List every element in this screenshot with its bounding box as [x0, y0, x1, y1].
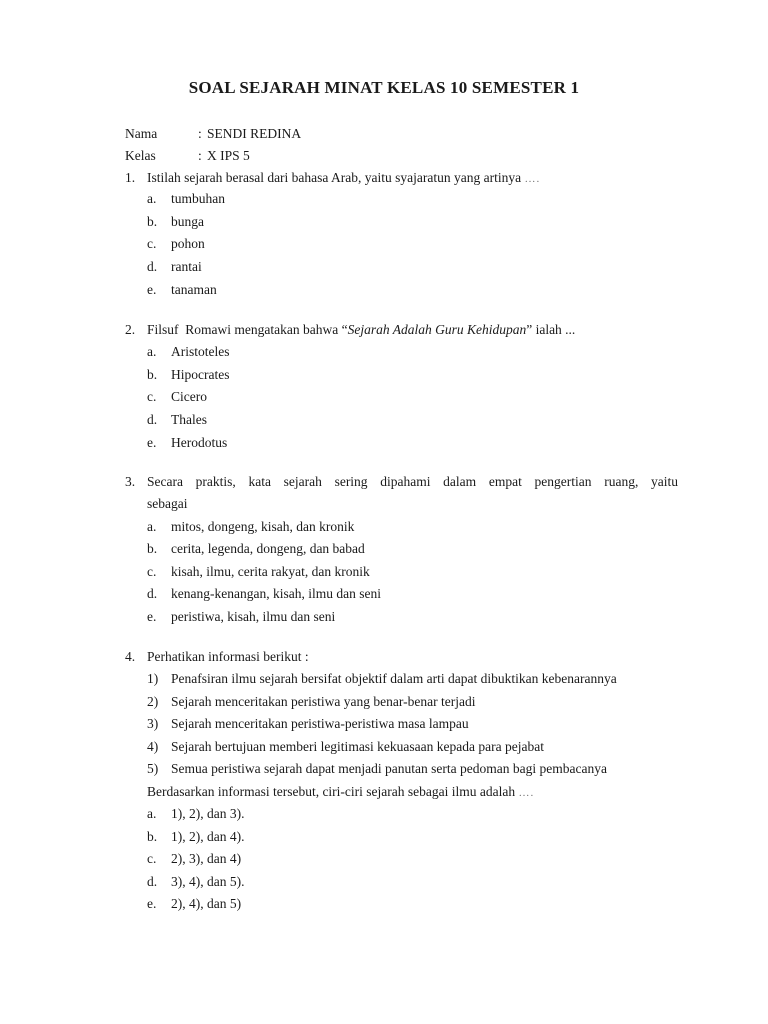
class-colon: : [198, 148, 202, 163]
statement-5-text: Semua peristiwa sejarah dapat menjadi panutan serta pedoman bagi pembacanya [171, 761, 607, 776]
question-4-option-c: 2), 3), dan 4) [171, 851, 242, 866]
question-3-option-c: kisah, ilmu, cerita rakyat, dan kronik [171, 564, 370, 579]
question-2-quote: Sejarah Adalah Guru Kehidupan [347, 322, 527, 337]
question-3-text-line-2: sebagai [147, 496, 188, 511]
question-4-option-e-letter: e. [147, 896, 157, 911]
question-2-option-a-letter: a. [147, 344, 157, 359]
statement-2-text: Sejarah menceritakan peristiwa yang benar-benar terjadi [171, 694, 476, 709]
name-colon: : [198, 126, 202, 141]
class-label: Kelas [125, 148, 156, 163]
question-3-option-b-letter: b. [147, 541, 158, 556]
question-1-option-e-letter: e. [147, 282, 157, 297]
question-2-option-e-letter: e. [147, 435, 157, 450]
statement-2-number: 2) [147, 694, 159, 709]
page-title: SOAL SEJARAH MINAT KELAS 10 SEMESTER 1 [188, 78, 580, 97]
question-1-option-a: tumbuhan [171, 191, 225, 206]
question-4-option-b: 1), 2), dan 4). [171, 829, 245, 844]
question-1-option-c: pohon [171, 236, 205, 251]
statement-1-text: Penafsiran ilmu sejarah bersifat objektif dalam arti dapat dibuktikan kebenarannya [171, 671, 617, 686]
question-3-option-c-letter: c. [147, 564, 157, 579]
question-4-option-d-letter: d. [147, 874, 158, 889]
question-3-option-e-letter: e. [147, 609, 157, 624]
question-4-number: 4. [125, 649, 136, 664]
question-4-dots: …. [518, 787, 535, 799]
question-4-option-a: 1), 2), dan 3). [171, 806, 245, 821]
question-3-option-a: mitos, dongeng, kisah, dan kronik [171, 519, 355, 534]
question-1-option-a-letter: a. [147, 191, 157, 206]
question-1-dots: …. [524, 173, 541, 185]
question-2-option-c: Cicero [171, 389, 207, 404]
question-1-option-d-letter: d. [147, 259, 158, 274]
question-3-option-d-letter: d. [147, 586, 158, 601]
question-1-number: 1. [125, 170, 136, 185]
question-4-prompt: Berdasarkan informasi tersebut, ciri-ciri sejarah sebagai ilmu adalah …. [147, 784, 535, 799]
question-1-option-b-letter: b. [147, 214, 158, 229]
statement-3-number: 3) [147, 716, 159, 731]
question-4-option-d: 3), 4), dan 5). [171, 874, 245, 889]
question-2-text: Filsuf Romawi mengatakan bahwa “Sejarah Adalah Guru Kehidupan” ialah ... [147, 322, 576, 337]
statement-4-number: 4) [147, 739, 159, 754]
question-4-text: Perhatikan informasi berikut : [147, 649, 309, 664]
name-value: SENDI REDINA [207, 126, 302, 141]
question-3-option-b: cerita, legenda, dongeng, dan babad [171, 541, 365, 556]
question-2-option-b: Hipocrates [171, 367, 230, 382]
name-label: Nama [125, 126, 158, 141]
statement-5-number: 5) [147, 761, 159, 776]
question-2-option-e: Herodotus [171, 435, 228, 450]
question-1-option-b: bunga [171, 214, 204, 229]
question-1-option-c-letter: c. [147, 236, 157, 251]
question-2-option-d-letter: d. [147, 412, 158, 427]
class-value: X IPS 5 [207, 148, 250, 163]
question-3-option-a-letter: a. [147, 519, 157, 534]
question-1-option-e: tanaman [171, 282, 217, 297]
question-2-option-c-letter: c. [147, 389, 157, 404]
question-4-option-e: 2), 4), dan 5) [171, 896, 242, 911]
statement-3-text: Sejarah menceritakan peristiwa-peristiwa masa lampau [171, 716, 469, 731]
question-2-option-d: Thales [171, 412, 207, 427]
question-1-text: Istilah sejarah berasal dari bahasa Arab, yaitu syajaratun yang artinya …. [147, 170, 541, 185]
question-2-option-b-letter: b. [147, 367, 158, 382]
question-3-option-e: peristiwa, kisah, ilmu dan seni [171, 609, 336, 624]
question-3-number: 3. [125, 474, 136, 489]
statement-4-text: Sejarah bertujuan memberi legitimasi kekuasaan kepada para pejabat [171, 739, 544, 754]
question-2-number: 2. [125, 322, 136, 337]
question-4-option-a-letter: a. [147, 806, 157, 821]
question-1-option-d: rantai [171, 259, 202, 274]
question-3-text-line-1: Secara praktis, kata sejarah sering dipahami dalam empat pengertian ruang, yaitu [147, 474, 678, 489]
question-2-option-a: Aristoteles [171, 344, 230, 359]
statement-1-number: 1) [147, 671, 159, 686]
question-4-option-c-letter: c. [147, 851, 157, 866]
question-3-option-d: kenang-kenangan, kisah, ilmu dan seni [171, 586, 381, 601]
question-4-option-b-letter: b. [147, 829, 158, 844]
